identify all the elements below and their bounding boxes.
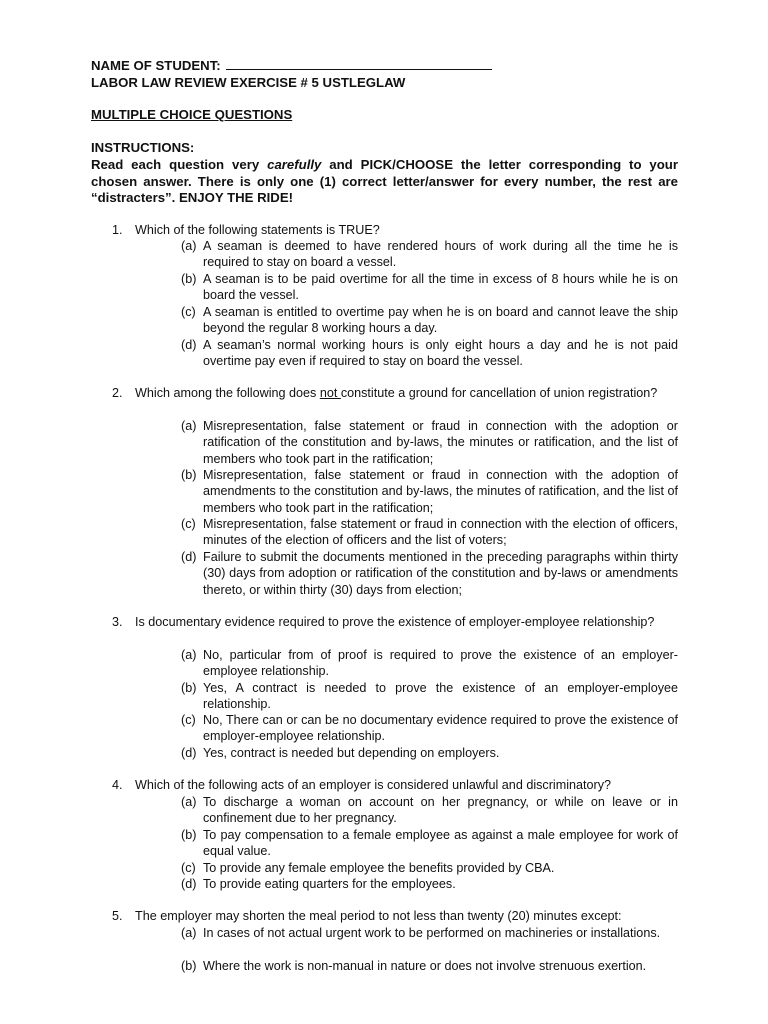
option-label: (b)	[181, 272, 197, 286]
option-label: (d)	[181, 746, 197, 760]
option-text: To discharge a woman on account on her pregnancy, or while on leave or in confinement due to her pregnancy.	[203, 795, 678, 826]
option-label: (a)	[181, 648, 197, 662]
option-text: In cases of not actual urgent work to be performed on machineries or installations.	[203, 926, 661, 940]
option-text: A seaman’s normal working hours is only eight hours a day and he is not paid overtime pay even if required to stay on board the vessel.	[203, 338, 678, 369]
option-label: (b)	[181, 828, 197, 842]
question-text: Which of the following statements is TRUE?	[135, 223, 380, 237]
option-text: A seaman is to be paid overtime for all the time in excess of 8 hours while he is on board the vessel.	[203, 272, 678, 303]
student-name-blank[interactable]	[226, 58, 492, 70]
option-label: (d)	[181, 877, 197, 891]
option-text: To provide any female employee the benefits provided by CBA.	[203, 861, 555, 875]
option-text: Misrepresentation, false statement or fraud in connection with the adoption of amendments to the constitution and by-laws, the minutes of ratification, and the list of members who took part in the ratification;	[203, 468, 678, 515]
option-text: No, particular from of proof is required to prove the existence of an employer-employee relationship.	[203, 648, 678, 679]
option-label: (c)	[181, 713, 196, 727]
question-text: Which of the following acts of an employer is considered unlawful and discriminatory?	[135, 778, 611, 792]
option-text: Misrepresentation, false statement or fraud in connection with the election of officers, minutes of the election of officers and the list of voters;	[203, 517, 678, 548]
option-text: To pay compensation to a female employee as against a male employee for work of equal value.	[203, 828, 678, 859]
question-number: 1.	[112, 223, 123, 237]
option-label: (c)	[181, 517, 196, 531]
option-label: (a)	[181, 239, 197, 253]
option-label: (d)	[181, 338, 197, 352]
student-name-label: NAME OF STUDENT:	[91, 58, 221, 73]
student-name-line	[91, 58, 492, 74]
option-label: (a)	[181, 926, 197, 940]
section-title: MULTIPLE CHOICE QUESTIONS	[91, 107, 293, 122]
question-number: 3.	[112, 615, 123, 629]
option-label: (b)	[181, 959, 197, 973]
question-number: 5.	[112, 909, 123, 923]
instructions-emphasis: carefully	[267, 157, 322, 172]
question-number: 2.	[112, 386, 123, 400]
question-text-post: constitute a ground for cancellation of union registration?	[340, 386, 658, 400]
option-text: Yes, contract is needed but depending on employers.	[203, 746, 500, 760]
question-text: The employer may shorten the meal period to not less than twenty (20) minutes except:	[135, 909, 622, 923]
option-text: Misrepresentation, false statement or fraud in connection with the adoption or ratification of the constitution and by-laws, the minutes or ratification, and the list of members who took part in the ratification;	[203, 419, 678, 466]
instructions-part2: and PICK/CHOOSE the letter corresponding to your chosen answer. There is only one (1) correct letter/answer for every number, the rest are “distracters”. ENJOY THE RIDE!	[91, 157, 678, 205]
option-text: No, There can or can be no documentary evidence required to prove the existence of employer-employee relationship.	[203, 713, 678, 744]
exercise-title: LABOR LAW REVIEW EXERCISE # 5 USTLEGLAW	[91, 75, 406, 90]
instructions-part1: Read each question very	[91, 157, 268, 172]
option-label: (a)	[181, 419, 197, 433]
option-text: Failure to submit the documents mentioned in the preceding paragraphs within thirty (30) days from adoption or ratification of the constitution and by-laws or amendments thereto, or within thirty (30) days from election;	[203, 550, 678, 597]
option-label: (d)	[181, 550, 197, 564]
option-label: (a)	[181, 795, 197, 809]
question-text-pre: Which among the following does	[135, 386, 320, 400]
option-label: (b)	[181, 681, 197, 695]
option-label: (c)	[181, 305, 196, 319]
instructions-text	[91, 157, 678, 207]
option-label: (c)	[181, 861, 196, 875]
question-number: 4.	[112, 778, 123, 792]
option-text: Yes, A contract is needed to prove the existence of an employer-employee relationship.	[203, 681, 678, 712]
question-text-emphasis: not	[319, 386, 341, 400]
question-text: Is documentary evidence required to prove the existence of employer-employee relationship?	[135, 615, 655, 629]
option-text: A seaman is deemed to have rendered hours of work during all the time he is required to stay on board a vessel.	[203, 239, 678, 270]
option-text: A seaman is entitled to overtime pay when he is on board and cannot leave the ship beyond the regular 8 working hours a day.	[203, 305, 678, 336]
option-label: (b)	[181, 468, 197, 482]
option-text: To provide eating quarters for the employees.	[203, 877, 456, 891]
instructions-label: INSTRUCTIONS:	[91, 140, 195, 155]
option-text: Where the work is non-manual in nature or does not involve strenuous exertion.	[203, 959, 647, 973]
question-text	[135, 385, 678, 401]
